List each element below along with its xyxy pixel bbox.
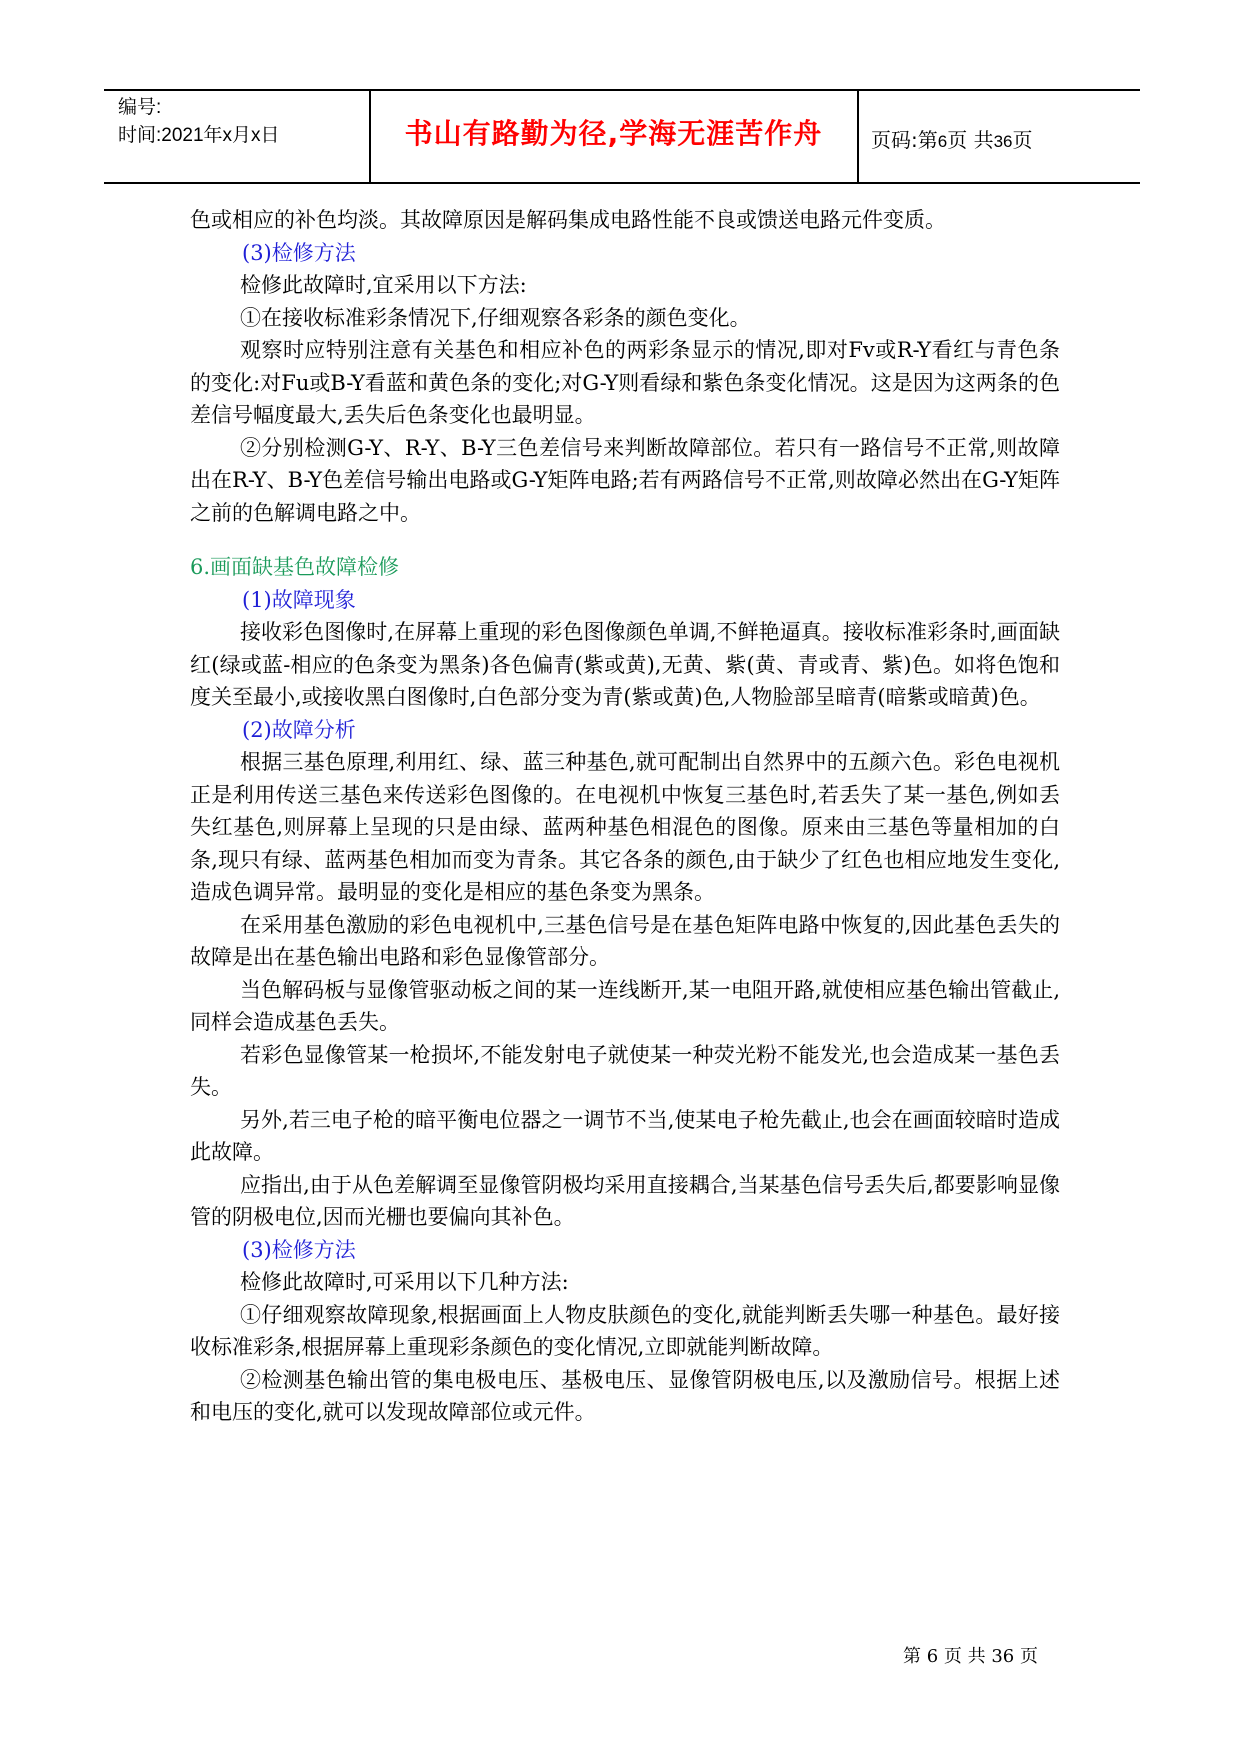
paragraph: ①在接收标准彩条情况下,仔细观察各彩条的颜色变化。 (240, 305, 751, 330)
subsection-heading: (3)检修方法 (242, 240, 356, 265)
paragraph: 另外,若三电子枪的暗平衡电位器之一调节不当,使某电子枪先截止,也会在画面较暗时造成此故障。 (190, 1107, 1060, 1164)
paragraph: 色或相应的补色均淡。其故障原因是解码集成电路性能不良或馈送电路元件变质。 (190, 208, 946, 232)
header-top-rule (104, 89, 1140, 91)
paragraph: 检修此故障时,可采用以下几种方法: (240, 1270, 569, 1294)
header-motto: 书山有路勤为径,学海无涯苦作舟 (404, 117, 823, 150)
page-footer: 第 6 页 共 36 页 (903, 1646, 1038, 1667)
header-page-info (871, 124, 1033, 153)
header-info (118, 94, 280, 150)
header-divider-right (857, 89, 859, 182)
paragraph: 若彩色显像管某一枪损坏,不能发射电子就使某一种荧光粉不能发光,也会造成某一基色丢失。 (190, 1042, 1060, 1099)
page-prefix: 页码:第 (871, 128, 938, 152)
page-number: 6 (937, 132, 948, 151)
time-label: 时间:2021年x月x日 (118, 125, 280, 146)
number-label: 编号: (118, 97, 162, 118)
subsection-heading: (2)故障分析 (242, 717, 356, 742)
header-bottom-rule (104, 182, 1140, 184)
subsection-heading: (3)检修方法 (242, 1237, 356, 1262)
paragraph: ②检测基色输出管的集电极电压、基极电压、显像管阴极电压,以及激励信号。根据上述和电压的变化,就可以发现故障部位或元件。 (190, 1367, 1060, 1424)
paragraph: ①仔细观察故障现象,根据画面上人物皮肤颜色的变化,就能判断丢失哪一种基色。最好接收标准彩条,根据屏幕上重现彩条颜色的变化情况,立即就能判断故障。 (190, 1302, 1060, 1359)
section-heading: 6.画面缺基色故障检修 (190, 555, 400, 579)
page-suffix: 页 (1012, 128, 1033, 152)
paragraph: ②分别检测G-Y、R-Y、B-Y三色差信号来判断故障部位。若只有一路信号不正常,则故障出在R-Y、B-Y色差信号输出电路或G-Y矩阵电路;若有两路信号不正常,则故障必然出在G-Y矩阵之前的色解调电路之中。 (190, 435, 1060, 525)
subsection-heading: (1)故障现象 (242, 587, 356, 612)
paragraph: 观察时应特别注意有关基色和相应补色的两彩条显示的情况,即对Fv或R-Y看红与青色条的变化:对Fu或B-Y看蓝和黄色条的变化;对G-Y则看绿和紫色条变化情况。这是因为这两条的色差信号幅度最大,丢失后色条变化也最明显。 (190, 338, 1060, 427)
page-total: 36 (993, 132, 1013, 151)
paragraph: 接收彩色图像时,在屏幕上重现的彩色图像颜色单调,不鲜艳逼真。接收标准彩条时,画面缺红(绿或蓝-相应的色条变为黑条)各色偏青(紫或黄),无黄、紫(黄、青或青、紫)色。如将色饱和度关至最小,或接收黑白图像时,白色部分变为青(紫或黄)色,人物脸部呈暗青(暗紫或暗黄)色。 (190, 620, 1060, 709)
page-mid: 页 共 (947, 128, 994, 152)
paragraph: 当色解码板与显像管驱动板之间的某一连线断开,某一电阻开路,就使相应基色输出管截止,同样会造成基色丢失。 (190, 977, 1060, 1034)
paragraph: 检修此故障时,宜采用以下方法: (240, 273, 527, 297)
paragraph: 应指出,由于从色差解调至显像管阴极均采用直接耦合,当某基色信号丢失后,都要影响显像管的阴极电位,因而光栅也要偏向其补色。 (190, 1172, 1060, 1229)
document-body (190, 204, 1060, 1429)
paragraph: 在采用基色激励的彩色电视机中,三基色信号是在基色矩阵电路中恢复的,因此基色丢失的故障是出在基色输出电路和彩色显像管部分。 (190, 912, 1060, 969)
paragraph: 根据三基色原理,利用红、绿、蓝三种基色,就可配制出自然界中的五颜六色。彩色电视机正是利用传送三基色来传送彩色图像的。在电视机中恢复三基色时,若丢失了某一基色,例如丢失红基色,则屏幕上呈现的只是由绿、蓝两种基色相混色的图像。原来由三基色等量相加的白条,现只有绿、蓝两基色相加而变为青条。其它各条的颜色,由于缺少了红色也相应地发生变化,造成色调异常。最明显的变化是相应的基色条变为黑条。 (190, 750, 1060, 904)
